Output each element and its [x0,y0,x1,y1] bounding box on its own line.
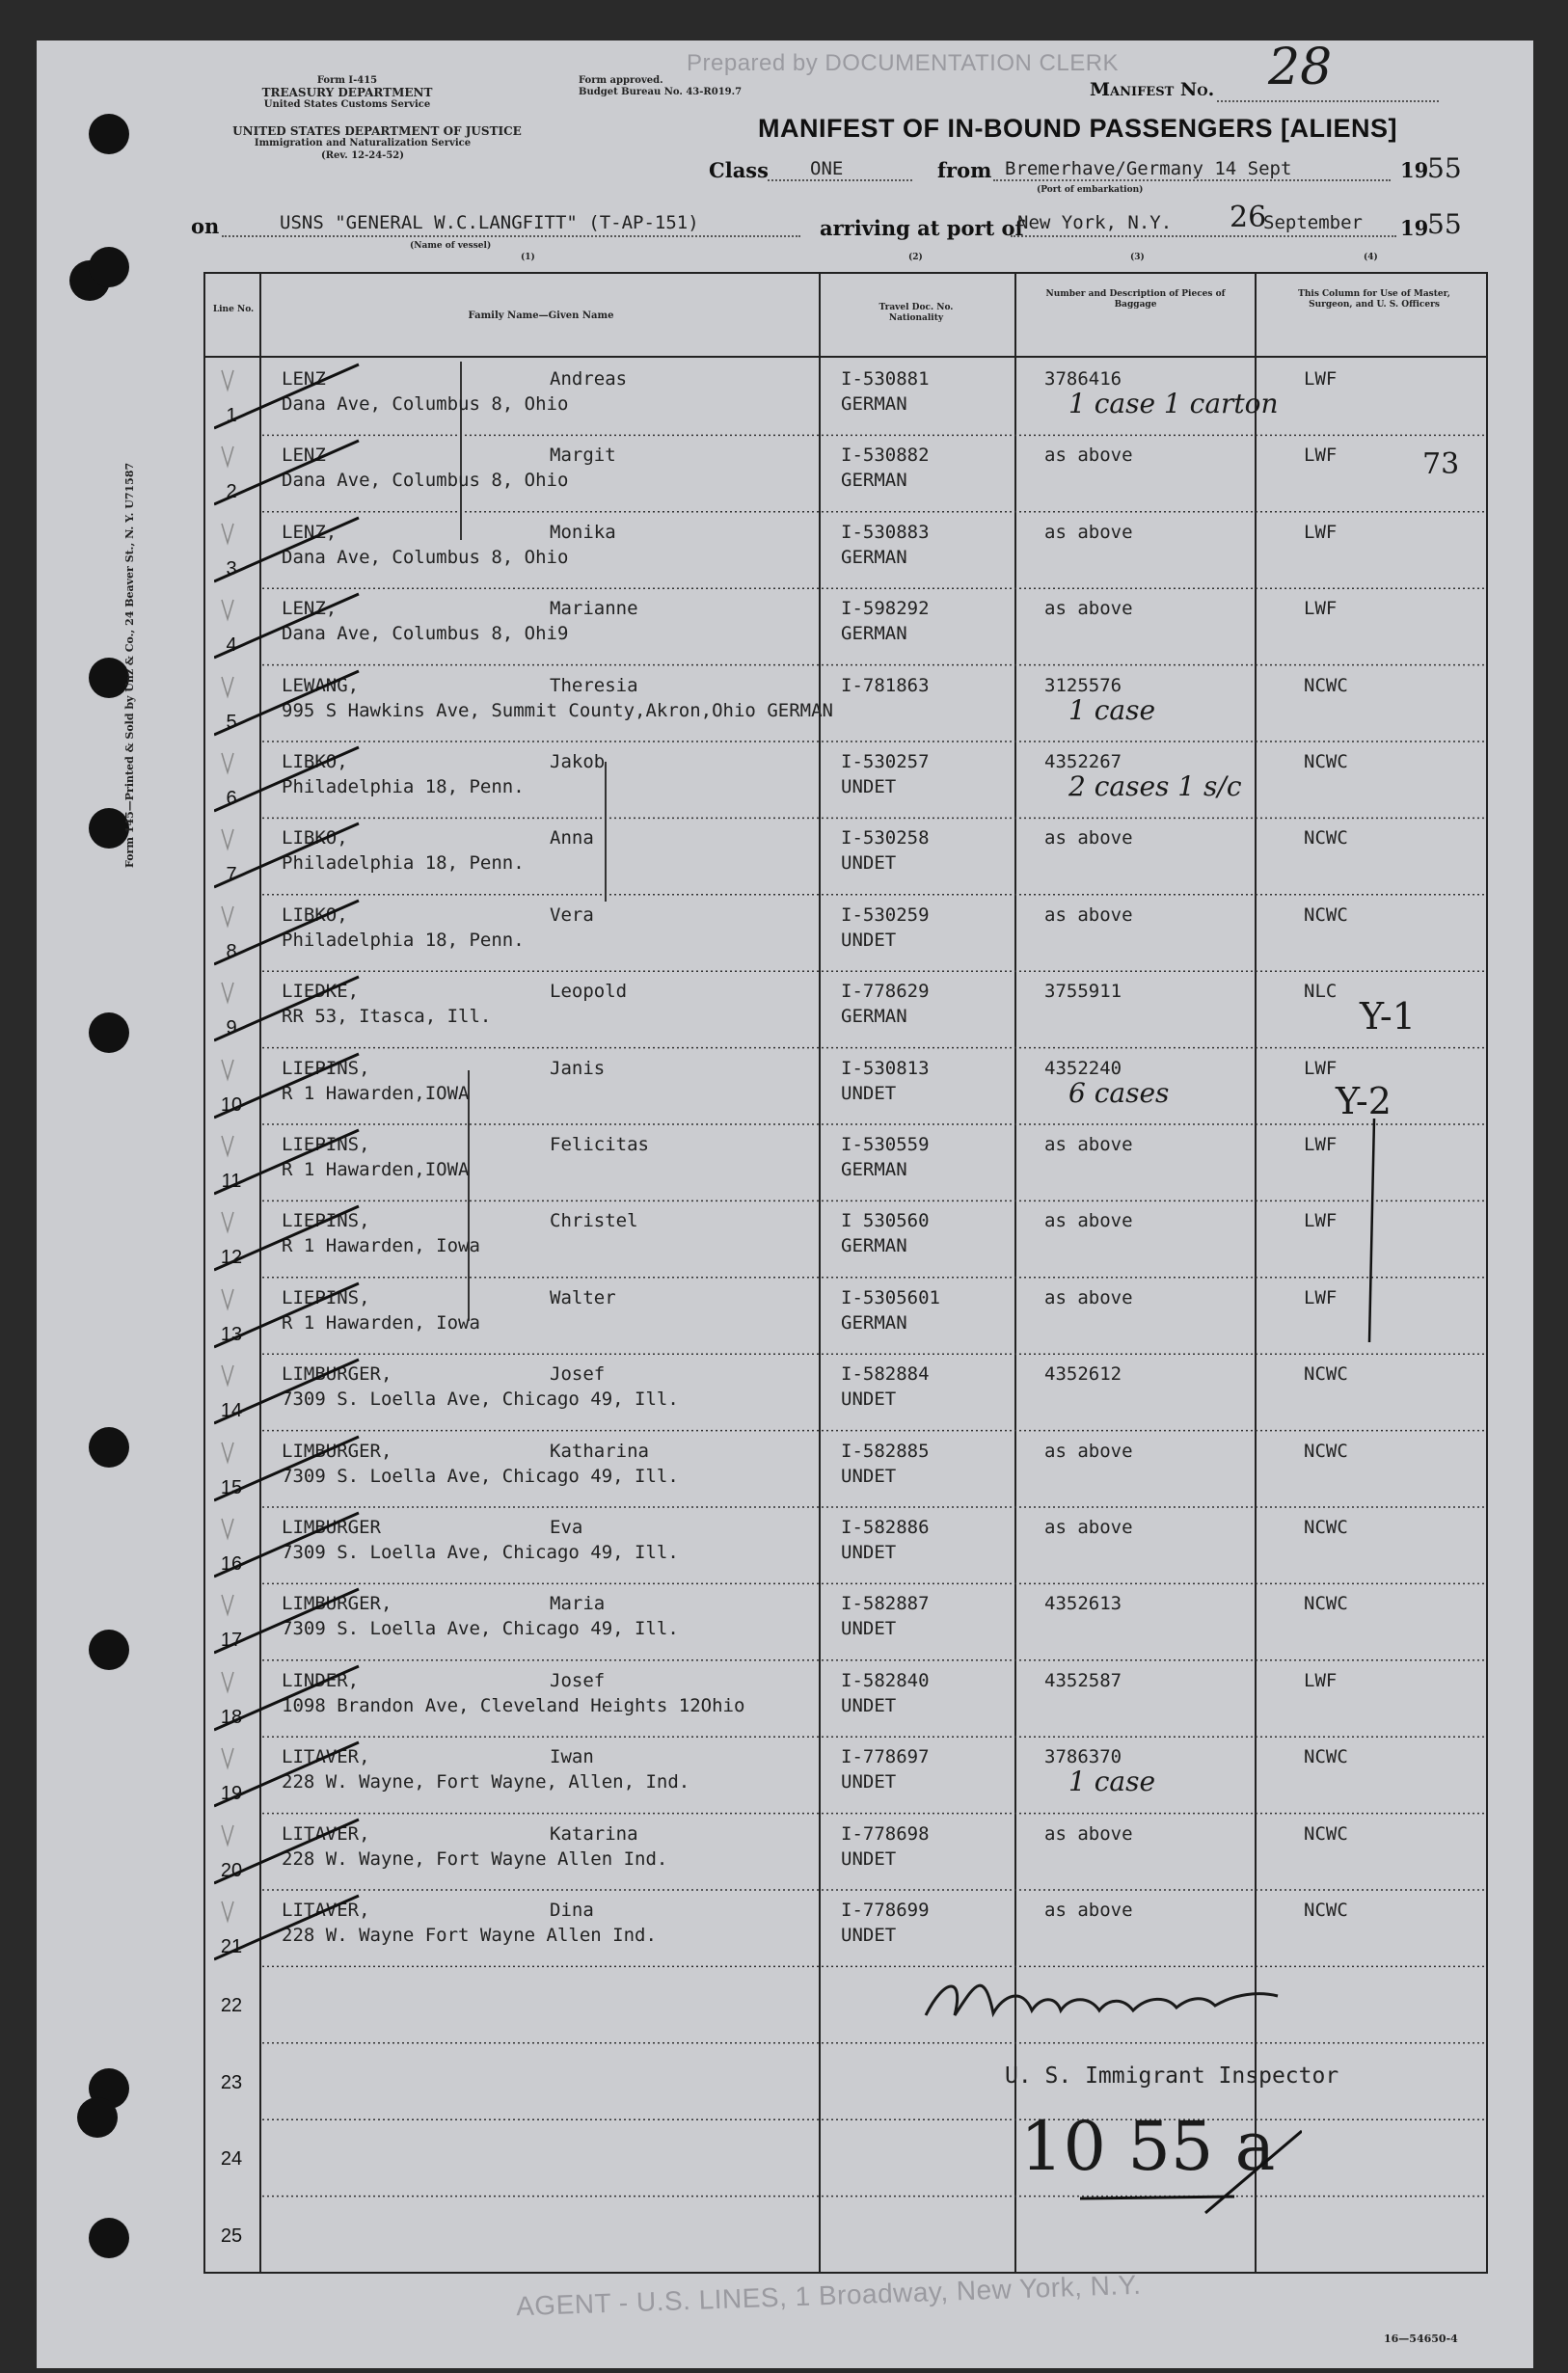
col-header-name: Family Name—Given Name [468,310,614,321]
officer-code: LWF [1304,1057,1338,1079]
address: R 1 Hawarden, Iowa [282,1311,480,1334]
vessel-name: USNS "GENERAL W.C.LANGFITT" (T-AP-151) [280,212,699,233]
officer-code: LWF [1304,521,1338,543]
year-1: 55 [1427,152,1462,184]
embarkation-port: Bremerhave/Germany 14 Sept [1005,158,1292,179]
col2-marker: (2) [908,253,923,262]
family-name: LENZ, [282,598,338,620]
address: 1098 Brandon Ave, Cleveland Heights 12Ohio [282,1694,745,1716]
family-name: LIMBURGER, [282,1440,392,1462]
address: Dana Ave, Columbus 8, Ohio [282,470,569,492]
address: Dana Ave, Columbus 8, Ohi9 [282,623,569,645]
travel-doc-no: I 530560 [841,1210,930,1232]
arrival-month: September [1263,212,1363,233]
officer-code: LWF [1304,368,1338,390]
officer-code: NLC [1304,981,1338,1003]
travel-doc-no: I-530882 [841,445,930,467]
nationality: UNDET [841,929,897,951]
budget-bureau-no: Budget Bureau No. 43-R019.7 [579,87,743,97]
baggage: as above [1044,1134,1133,1155]
check-mark-icon [214,1507,446,1583]
col-header-doc: Travel Doc. No. Nationality [879,303,954,323]
manifest-title: MANIFEST OF IN-BOUND PASSENGERS [ALIENS] [758,114,1398,143]
inspector-signature [916,1957,1283,2035]
line-number: 4 [226,634,237,657]
table-row [0,435,1568,511]
travel-doc-no: I-5305601 [841,1286,940,1308]
check-mark-icon [214,1200,446,1277]
nationality: UNDET [841,852,897,875]
given-name: Eva [550,1517,583,1538]
officer-code: LWF [1304,1286,1338,1308]
given-name: Anna [550,827,594,849]
address: R 1 Hawarden,IOWA [282,1082,470,1104]
travel-doc-no: I-582840 [841,1669,930,1691]
address: Philadelphia 18, Penn. [282,776,525,797]
baggage: 4352587 [1044,1669,1122,1691]
family-name: LIEPINS, [282,1210,370,1232]
given-name: Katharina [550,1440,649,1462]
handwritten-y1: Y-1 [1360,995,1416,1038]
officer-code: LWF [1304,598,1338,620]
given-name: Leopold [550,981,628,1003]
table-row [0,1507,1568,1583]
baggage-handwritten: 1 case 1 carton [1068,388,1279,419]
ins-service: Immigration and Naturalization Service [254,138,472,148]
line-number: 5 [226,711,237,733]
line-number: 21 [220,1936,243,1957]
baggage: as above [1044,1517,1133,1538]
table-row [0,971,1568,1047]
table-row [0,1814,1568,1890]
officer-code: LWF [1304,1669,1338,1691]
table-row [0,1200,1568,1277]
line-number: 12 [220,1247,243,1269]
nationality: UNDET [841,1465,897,1487]
given-name: Andreas [550,368,628,390]
travel-doc-no: I-530559 [841,1134,930,1155]
given-name: Katarina [550,1822,638,1845]
time-note: 10 55 a [1020,2107,1276,2186]
check-mark-icon [214,359,446,435]
travel-doc-no: I-778697 [841,1746,930,1768]
family-name: LEWANG, [282,674,360,696]
line-number: 7 [226,864,237,886]
form-code: 16—54650-4 [1384,2333,1458,2345]
handwritten-y2: Y-2 [1336,1080,1392,1122]
nationality: GERMAN [841,1006,907,1028]
family-name: LIMBURGER, [282,1363,392,1386]
address: 995 S Hawkins Ave, Summit County,Akron,Ohio GERMAN [282,699,833,721]
line-number: 19 [220,1783,243,1805]
class-label: Class [709,158,769,182]
agent-stamp: AGENT - U.S. LINES, 1 Broadway, New York, N.Y. [515,2269,1142,2322]
given-name: Christel [550,1210,638,1232]
line-number: 10 [220,1093,243,1116]
check-mark-icon [214,1431,446,1507]
col1-marker: (1) [521,253,535,262]
table-row [0,2197,1568,2273]
nationality: UNDET [841,1847,897,1870]
check-mark-icon [214,1048,446,1124]
family-name: LIEPINS, [282,1134,370,1155]
check-mark-icon [214,895,446,971]
check-mark-icon [214,588,446,664]
officer-code: NCWC [1304,1440,1348,1462]
arriving-label: arriving at port of [820,216,1024,240]
vessel-caption: (Name of vessel) [410,241,492,251]
justice-department: UNITED STATES DEPARTMENT OF JUSTICE [232,124,522,138]
given-name: Josef [550,1363,606,1386]
col-header-officers: This Column for Use of Master, Surgeon, and U. S. Officers [1298,289,1450,310]
col-header-baggage: Number and Description of Pieces of Baggage [1045,289,1226,310]
officer-code: NCWC [1304,1363,1348,1386]
table-row [0,1124,1568,1200]
table-row [0,895,1568,971]
line-number: 18 [220,1706,243,1728]
table-row [0,2119,1568,2196]
table-row [0,1278,1568,1354]
col-header-line: Line No. [212,305,255,314]
nationality: UNDET [841,1925,897,1946]
baggage: 3125576 [1044,674,1122,696]
officer-code: NCWC [1304,903,1348,926]
baggage: as above [1044,1210,1133,1232]
given-name: Dina [550,1900,594,1921]
baggage: 4352240 [1044,1057,1122,1079]
check-mark-icon [214,512,446,588]
nationality: GERMAN [841,470,907,492]
officer-code: NCWC [1304,1900,1348,1921]
given-name: Felicitas [550,1134,649,1155]
travel-doc-no: I-530883 [841,521,930,543]
baggage: 4352613 [1044,1593,1122,1615]
baggage: as above [1044,598,1133,620]
address: 228 W. Wayne Fort Wayne Allen Ind. [282,1925,657,1946]
address: Philadelphia 18, Penn. [282,852,525,875]
family-name: LINDER, [282,1669,360,1691]
check-mark-icon [214,1124,446,1200]
address: 228 W. Wayne, Fort Wayne Allen Ind. [282,1847,668,1870]
travel-doc-no: I-530813 [841,1057,930,1079]
address: R 1 Hawarden, Iowa [282,1235,480,1257]
prepared-by-stamp: Prepared by DOCUMENTATION CLERK [687,50,1120,76]
line-number: 17 [220,1630,243,1652]
officer-code: NCWC [1304,1822,1348,1845]
given-name: Janis [550,1057,606,1079]
table-row [0,818,1568,894]
margin-number: 73 [1422,447,1460,481]
inspector-title: U. S. Immigrant Inspector [1005,2063,1339,2089]
travel-doc-no: I-781863 [841,674,930,696]
class-value: ONE [810,158,844,179]
address: Dana Ave, Columbus 8, Ohio [282,546,569,568]
line-number: 15 [220,1476,243,1498]
check-mark-icon [214,1278,446,1354]
address: 7309 S. Loella Ave, Chicago 49, Ill. [282,1542,679,1563]
year-2: 55 [1427,208,1462,240]
officer-code: NCWC [1304,827,1348,849]
line-number: 1 [226,405,237,426]
check-mark-icon [214,1814,446,1890]
baggage: 4352267 [1044,751,1122,772]
nationality: GERMAN [841,1159,907,1180]
form-approved: Form approved. [579,75,663,86]
address: 228 W. Wayne, Fort Wayne, Allen, Ind. [282,1771,690,1793]
family-name: LIEDKE, [282,981,360,1003]
baggage-handwritten: 6 cases [1068,1076,1170,1109]
from-label: from [937,158,992,182]
check-mark-icon [214,1890,446,1966]
family-name: LITAVER, [282,1746,370,1768]
travel-doc-no: I-598292 [841,598,930,620]
nationality: GERMAN [841,393,907,415]
given-name: Iwan [550,1746,594,1768]
nationality: GERMAN [841,623,907,645]
officer-code: LWF [1304,445,1338,467]
check-mark-icon [214,971,446,1047]
family-name: LENZ [282,445,326,467]
nationality: UNDET [841,1082,897,1104]
nationality: UNDET [841,1771,897,1793]
time-note-strokes [1013,2121,1302,2227]
table-row [0,1431,1568,1507]
travel-doc-no: I-582886 [841,1517,930,1538]
table-row [0,1966,1568,2042]
given-name: Marianne [550,598,638,620]
revision-date: (Rev. 12-24-52) [321,150,404,161]
table-row [0,665,1568,742]
check-mark-icon [214,435,446,511]
address: Dana Ave, Columbus 8, Ohio [282,393,569,415]
nationality: GERMAN [841,546,907,568]
baggage: as above [1044,445,1133,467]
line-number: 13 [220,1323,243,1345]
address: Philadelphia 18, Penn. [282,929,525,951]
baggage: 3755911 [1044,981,1122,1003]
officer-code: NCWC [1304,674,1348,696]
line-number: 25 [220,2225,243,2247]
family-name: LITAVER, [282,1900,370,1921]
table-row [0,359,1568,435]
nationality: GERMAN [841,1311,907,1334]
family-name: LIEPINS, [282,1057,370,1079]
given-name: Vera [550,903,594,926]
line-number: 8 [226,940,237,962]
check-mark-icon [214,818,446,894]
family-name: LIBKO, [282,751,348,772]
nationality: UNDET [841,1542,897,1563]
travel-doc-no: I-582887 [841,1593,930,1615]
nationality: GERMAN [841,1235,907,1257]
baggage: as above [1044,1900,1133,1921]
arrival-port: New York, N.Y. [1017,212,1173,233]
officer-code: LWF [1304,1210,1338,1232]
check-mark-icon [214,1660,446,1737]
travel-doc-no: I-582884 [841,1363,930,1386]
officer-code: LWF [1304,1134,1338,1155]
line-number: 11 [221,1171,242,1192]
form-id: Form I-415 [316,75,378,86]
line-number: 22 [220,1995,243,2017]
travel-doc-no: I-582885 [841,1440,930,1462]
travel-doc-no: I-530259 [841,903,930,926]
family-name: LIBKO, [282,903,348,926]
travel-doc-no: I-530881 [841,368,930,390]
table-row [0,1583,1568,1659]
baggage-handwritten: 2 cases 1 s/c [1068,770,1242,802]
given-name: Josef [550,1669,606,1691]
baggage: 3786370 [1044,1746,1122,1768]
line-number: 2 [226,481,237,503]
table-row [0,1890,1568,1966]
table-row [0,1048,1568,1124]
line-number: 9 [226,1017,237,1039]
line-number: 14 [220,1400,243,1422]
travel-doc-no: I-778698 [841,1822,930,1845]
baggage: as above [1044,903,1133,926]
on-label: on [191,214,220,238]
treasury-department: TREASURY DEPARTMENT [261,86,433,99]
nationality: UNDET [841,776,897,797]
nationality: UNDET [841,1694,897,1716]
baggage-handwritten: 1 case [1068,693,1156,726]
manifest-no-label: Manifest No. [1090,79,1215,100]
table-row [0,1660,1568,1737]
officer-code: NCWC [1304,1746,1348,1768]
check-mark-icon [214,665,446,742]
line-number: 3 [226,557,237,580]
baggage: as above [1044,1286,1133,1308]
check-mark-icon [214,1354,446,1430]
year-prefix-1: 19 [1400,158,1429,182]
address: 7309 S. Loella Ave, Chicago 49, Ill. [282,1465,679,1487]
nationality: UNDET [841,1618,897,1640]
line-number: 20 [220,1859,243,1881]
line-number: 23 [220,2071,243,2093]
baggage: 4352612 [1044,1363,1122,1386]
given-name: Jakob [550,751,606,772]
given-name: Theresia [550,674,638,696]
given-name: Maria [550,1593,606,1615]
travel-doc-no: I-530257 [841,751,930,772]
customs-service: United States Customs Service [263,99,431,110]
family-name: LITAVER, [282,1822,370,1845]
table-row [0,1354,1568,1430]
arrival-day: 26 [1230,201,1267,234]
table-row [0,512,1568,588]
travel-doc-no: I-778699 [841,1900,930,1921]
line-number: 16 [220,1553,243,1575]
line-number: 6 [226,788,237,809]
family-name: LENZ [282,368,326,390]
family-name: LIMBURGER [282,1517,381,1538]
given-name: Margit [550,445,616,467]
baggage: as above [1044,1440,1133,1462]
family-name: LIMBURGER, [282,1593,392,1615]
baggage: 3786416 [1044,368,1122,390]
officer-code: NCWC [1304,751,1348,772]
table-row [0,742,1568,818]
officer-code: NCWC [1304,1593,1348,1615]
given-name: Walter [550,1286,616,1308]
travel-doc-no: I-778629 [841,981,930,1003]
family-name: LIEPINS, [282,1286,370,1308]
address: 7309 S. Loella Ave, Chicago 49, Ill. [282,1618,679,1640]
family-name: LIBKO, [282,827,348,849]
year-prefix-2: 19 [1400,216,1429,240]
table-row [0,1737,1568,1813]
baggage: as above [1044,827,1133,849]
check-mark-icon [214,1737,446,1813]
address: RR 53, Itasca, Ill. [282,1006,492,1028]
side-printer-note: Form 145—Printed & Sold by Unz & Co., 24 Beaver St., N. Y. U71587 [123,462,136,868]
address: R 1 Hawarden,IOWA [282,1159,470,1180]
baggage: as above [1044,1822,1133,1845]
address: 7309 S. Loella Ave, Chicago 49, Ill. [282,1389,679,1411]
travel-doc-no: I-530258 [841,827,930,849]
col4-marker: (4) [1364,253,1378,262]
table-row [0,588,1568,664]
line-number: 24 [220,2148,243,2171]
officer-code: NCWC [1304,1517,1348,1538]
baggage-handwritten: 1 case [1068,1766,1156,1798]
check-mark-icon [214,742,446,818]
given-name: Monika [550,521,616,543]
baggage: as above [1044,521,1133,543]
manifest-no-value: 28 [1268,39,1333,96]
check-mark-icon [214,1583,446,1659]
family-name: LENZ, [282,521,338,543]
nationality: UNDET [841,1389,897,1411]
col3-marker: (3) [1130,253,1145,262]
port-embarkation-caption: (Port of embarkation) [1037,185,1144,195]
